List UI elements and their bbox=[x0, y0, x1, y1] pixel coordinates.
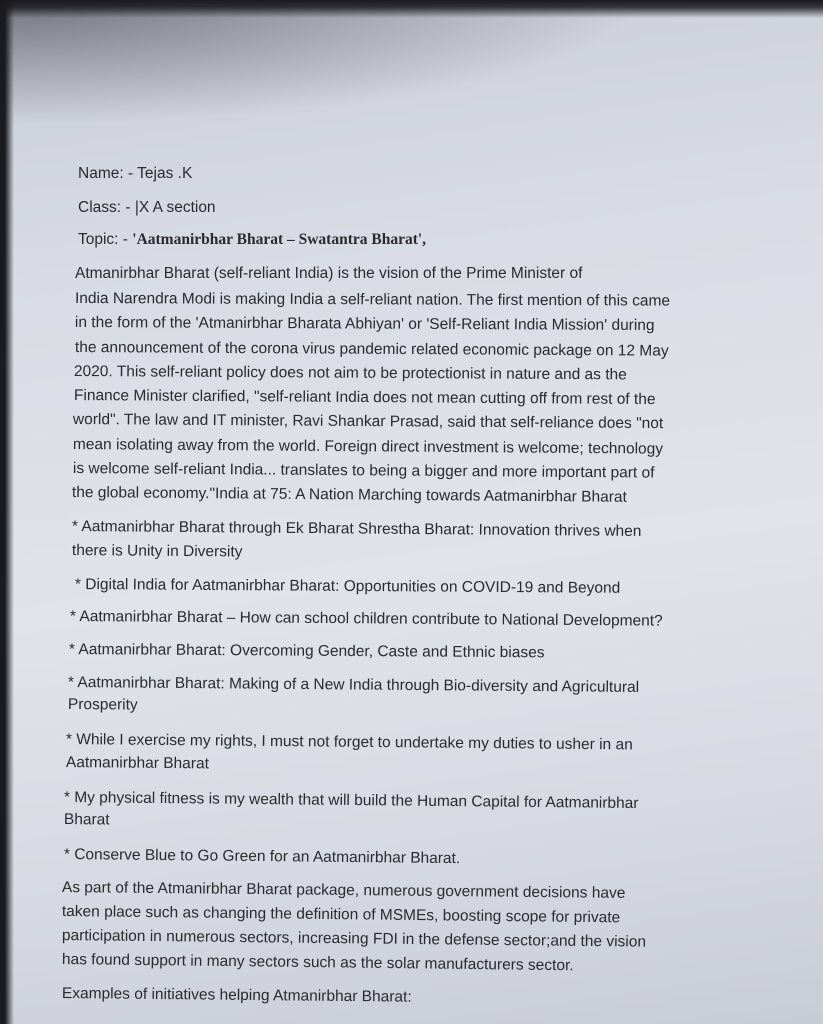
topic-prefix: Topic: - bbox=[78, 231, 133, 248]
paragraph-line: the global economy."India at 75: A Nation Marching towards Aatmanirbhar Bharat bbox=[71, 484, 627, 506]
topic-title: 'Aatmanirbhar Bharat – Swatantra Bharat', bbox=[132, 231, 427, 248]
photo-edge-top bbox=[0, 0, 823, 18]
bullet-line: Aatmanirbhar Bharat bbox=[65, 754, 210, 773]
bullet-line: * Aatmanirbhar Bharat: Overcoming Gender, Caste and Ethnic biases bbox=[68, 641, 545, 662]
bullet-line: * Aatmanirbhar Bharat – How can school children contribute to National Development? bbox=[69, 608, 663, 630]
bullet-line: * Conserve Blue to Go Green for an Aatmanirbhar Bharat. bbox=[63, 846, 461, 868]
bullet-line: * Aatmanirbhar Bharat: Making of a New India through Bio-diversity and Agricultural bbox=[67, 674, 640, 696]
paragraph-line: 2020. This self-reliant policy does not aim to be protectionist in nature and as the bbox=[73, 363, 627, 384]
photo-shadow bbox=[0, 0, 823, 160]
photo-edge-left bbox=[0, 0, 14, 1024]
examples-heading: Examples of initiatives helping Atmanirbhar Bharat: bbox=[61, 985, 412, 1006]
paragraph-line: world". The law and IT minister, Ravi Shankar Prasad, said that self-reliance does "not bbox=[72, 411, 664, 433]
paragraph-line: India Narendra Modi is making India a self-reliant nation. The first mention of this came bbox=[74, 290, 671, 310]
paragraph-line: the announcement of the corona virus pandemic related economic package on 12 May bbox=[74, 339, 669, 360]
bullet-line: * Digital India for Aatmanirbhar Bharat: Opportunities on COVID-19 and Beyond bbox=[74, 576, 621, 597]
bullet-line: there is Unity in Diversity bbox=[71, 542, 243, 561]
paragraph-line: participation in numerous sectors, increasing FDI in the defense sector;and the vision bbox=[61, 927, 647, 951]
topic-line bbox=[78, 231, 426, 249]
bullet-line: Bharat bbox=[63, 811, 110, 829]
bullet-line: * My physical fitness is my wealth that will build the Human Capital for Aatmanirbhar bbox=[63, 789, 639, 813]
paragraph-line: Atmanirbhar Bharat (self-reliant India) is the vision of the Prime Minister of bbox=[75, 265, 583, 282]
class-line: Class: - |X A section bbox=[78, 199, 216, 216]
paragraph-line: mean isolating away from the world. Foreign direct investment is welcome; technology bbox=[72, 436, 664, 458]
bullet-line: * Aatmanirbhar Bharat through Ek Bharat Shrestha Bharat: Innovation thrives when bbox=[71, 518, 642, 540]
paragraph-line: Finance Minister clarified, "self-reliant India does not mean cutting off from rest of the bbox=[73, 387, 656, 409]
bullet-line: Prosperity bbox=[67, 696, 138, 714]
bullet-line: * While I exercise my rights, I must not forget to undertake my duties to usher in an bbox=[65, 731, 633, 754]
paragraph-line: As part of the Atmanirbhar Bharat package, numerous government decisions have bbox=[61, 879, 626, 902]
name-line: Name: - Tejas .K bbox=[78, 165, 193, 182]
paragraph-line: has found support in many sectors such as the solar manufacturers sector. bbox=[61, 951, 574, 975]
paragraph-line: is welcome self-reliant India... translates to being a bigger and more important part of bbox=[72, 460, 655, 482]
paragraph-line: taken place such as changing the definition of MSMEs, boosting scope for private bbox=[61, 903, 621, 927]
paragraph-line: in the form of the 'Atmanirbhar Bharata Abhiyan' or 'Self-Reliant India Mission' during bbox=[74, 314, 655, 335]
